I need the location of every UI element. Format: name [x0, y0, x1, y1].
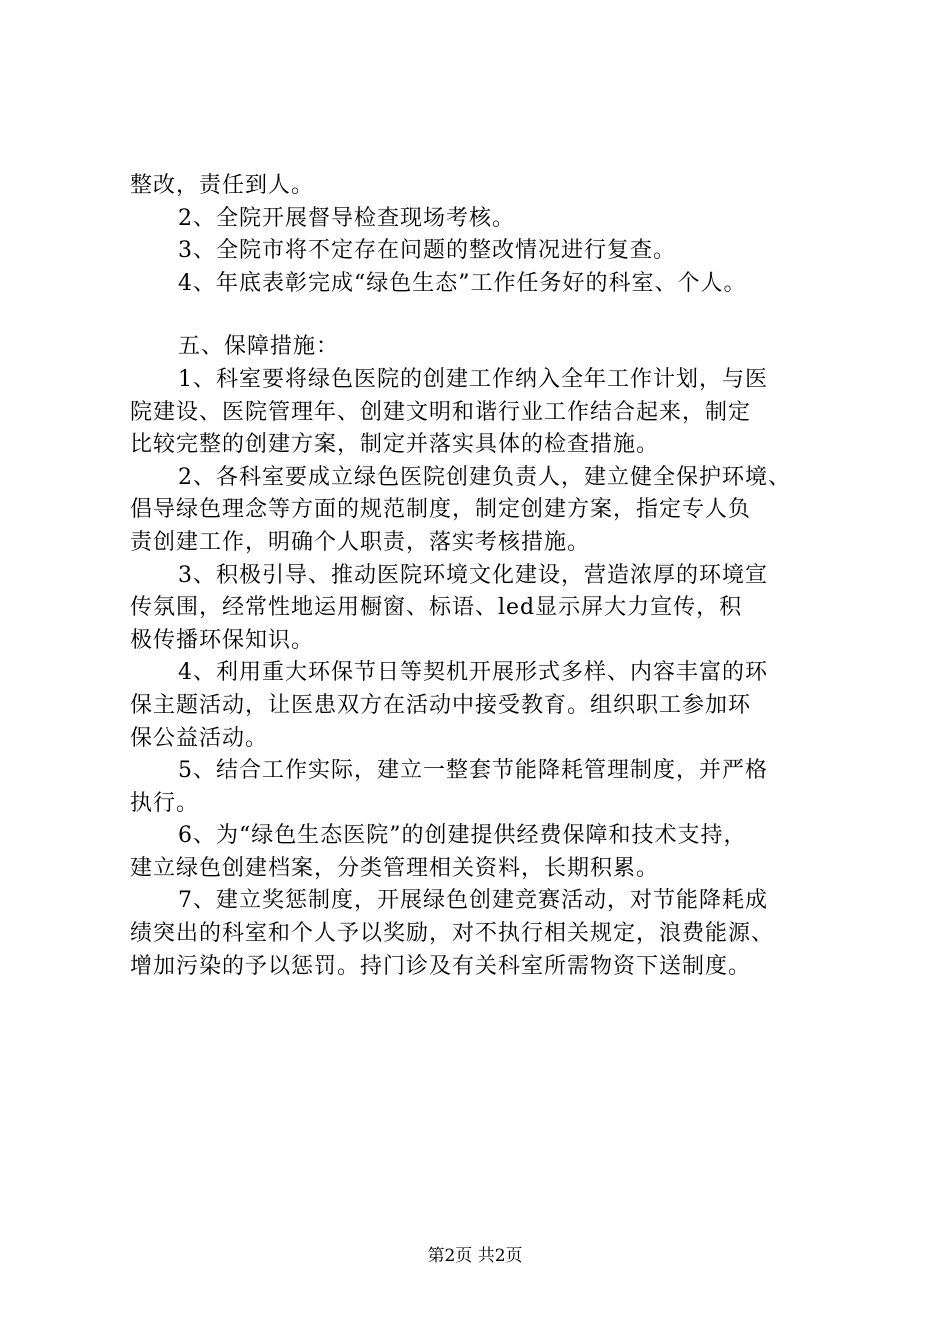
text-line: 5、结合工作实际，建立一整套节能降耗管理制度，并严格	[178, 758, 768, 784]
text-line: 保主题活动，让医患双方在活动中接受教育。组织职工参加环	[130, 692, 752, 718]
text-line: 传氛围，经常性地运用橱窗、标语、led显示屏大力宣传，积	[130, 595, 743, 621]
text-line: 极传播环保知识。	[130, 627, 315, 653]
text-line: 院建设、医院管理年、创建文明和谐行业工作结合起来，制定	[130, 399, 752, 425]
text-line: 2、各科室要成立绿色医院创建负责人，建立健全保护环境、	[178, 464, 791, 490]
paragraph-gap	[130, 300, 840, 331]
text-line: 1、科室要将绿色医院的创建工作纳入全年工作计划，与医	[178, 366, 768, 392]
text-line: 倡导绿色理念等方面的规范制度，制定创建方案，指定专人负	[130, 497, 752, 523]
text-line: 比较完整的创建方案，制定并落实具体的检查措施。	[130, 432, 660, 458]
section-heading: 五、保障措施：	[178, 334, 340, 360]
text-line: 增加污染的予以惩罚。持门诊及有关科室所需物资下送制度。	[130, 953, 752, 979]
text-line: 3、积极引导、推动医院环境文化建设，营造浓厚的环境宣	[178, 562, 768, 588]
text-line: 责创建工作，明确个人职责，落实考核措施。	[130, 529, 591, 555]
list-item: 4、年底表彰完成“绿色生态”工作任务好的科室、个人。	[178, 270, 747, 296]
document-body	[130, 170, 840, 983]
text-line: 保公益活动。	[130, 725, 269, 751]
list-item: 2、全院开展督导检查现场考核。	[178, 205, 515, 231]
text-line: 建立绿色创建档案，分类管理相关资料，长期积累。	[130, 855, 660, 881]
text-line: 4、利用重大环保节日等契机开展形式多样、内容丰富的环	[178, 660, 768, 686]
text-line: 整改，责任到人。	[130, 173, 315, 198]
text-line: 执行。	[130, 790, 200, 816]
text-line: 7、建立奖惩制度，开展绿色创建竞赛活动，对节能降耗成	[178, 888, 768, 914]
page-number: 第2页 共2页	[427, 1246, 523, 1266]
list-item: 3、全院市将不定存在问题的整改情况进行复查。	[178, 238, 676, 264]
text-line: 6、为“绿色生态医院”的创建提供经费保障和技术支持，	[178, 823, 747, 849]
text-line: 绩突出的科室和个人予以奖励，对不执行相关规定，浪费能源、	[130, 921, 775, 947]
